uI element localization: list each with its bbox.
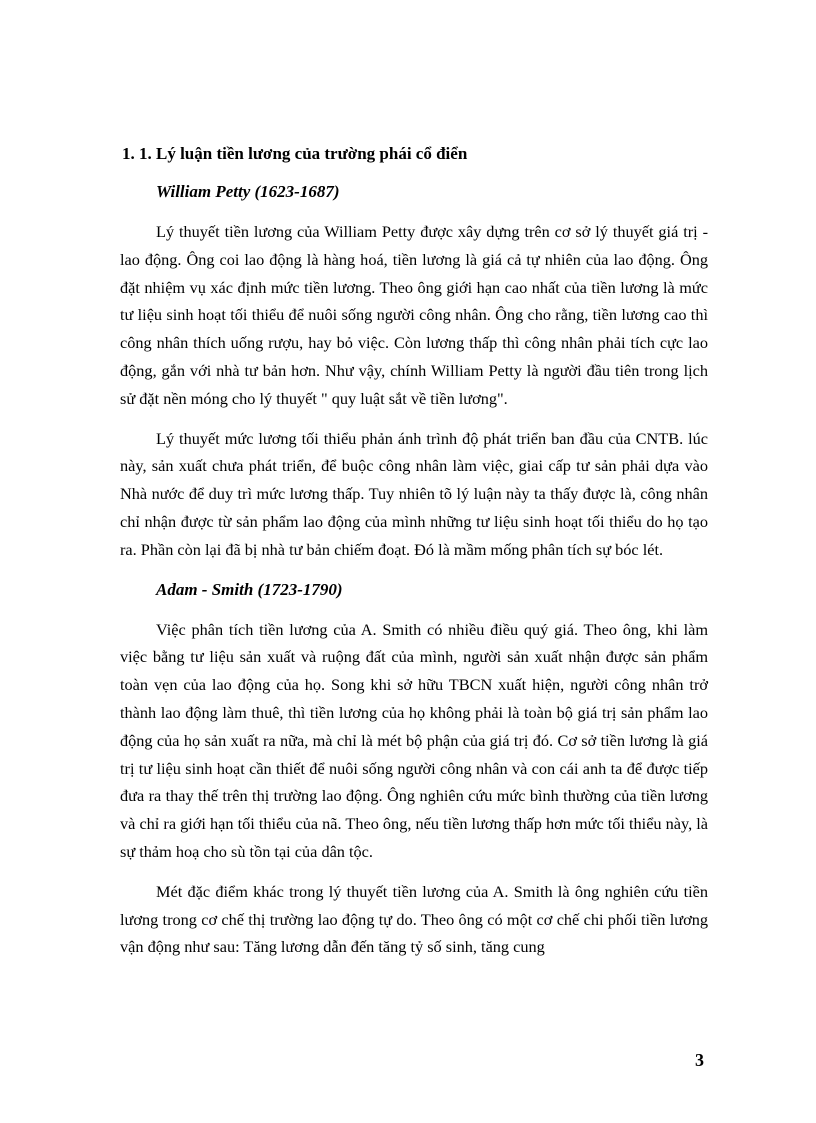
page-number: 3 (695, 1050, 704, 1070)
paragraph-petty-2: Lý thuyết mức lương tối thiểu phản ánh trình độ phát triển ban đầu của CNTB. lúc này, sản xuất chưa phát triển, để buộc công nhân làm việc, giai cấp tư sản phải dựa vào Nhà nước để duy trì mức lương thấp. Tuy nhiên tõ lý luận này ta thấy được là, công nhân chỉ nhận được từ sản phẩm lao động của mình những tư liệu sinh hoạt tối thiểu do họ tạo ra. Phần còn lại đã bị nhà tư bản chiếm đoạt. Đó là mầm mống phân tích sự bóc lét. (120, 428, 708, 559)
section-title: 1. 1. Lý luận tiền lương của trường phái cổ điển (122, 144, 468, 163)
subheading-adam-smith: Adam - Smith (1723-1790) (156, 579, 343, 599)
page-content (120, 140, 708, 973)
paragraph-smith-2: Mét đặc điểm khác trong lý thuyết tiền lương của A. Smith là ông nghiên cứu tiền lương trong cơ chế thị trường lao động tự do. Theo ông có một cơ chế chi phối tiền lương vận động như sau: Tăng lương dẫn đến tăng tỷ số sinh, tăng cung (120, 881, 708, 957)
subheading-william-petty: William Petty (1623-1687) (156, 182, 340, 201)
paragraph-petty-1: Lý thuyết tiền lương của William Petty được xây dựng trên cơ sở lý thuyết giá trị - lao động. Ông coi lao động là hàng hoá, tiền lương là giá cả tự nhiên của lao động. Ông đặt nhiệm vụ xác định mức tiền lương. Theo ông giới hạn cao nhất của tiền lương là mức tư liệu sinh hoạt tối thiểu để nuôi sống người công nhân. Ông cho rằng, tiền lương cao thì công nhân thích uống rượu, hay bỏ việc. Còn lương thấp thì công nhân phải tích cực lao động, gắn với nhà tư bản hơn. Như vậy, chính William Petty là người đầu tiên trong lịch sử đặt nền móng cho lý thuyết " quy luật sắt về tiền lương". (120, 222, 708, 408)
paragraph-smith-1: Việc phân tích tiền lương của A. Smith có nhiều điều quý giá. Theo ông, khi làm việc bằng tư liệu sản xuất và ruộng đất của mình, người sản xuất nhận được sản phẩm toàn vẹn của lao động của họ. Song khi sở hữu TBCN xuất hiện, người công nhân trở thành lao động làm thuê, thì tiền lương của họ không phải là toàn bộ giá trị sản phẩm lao động của họ sản xuất ra nữa, mà chỉ là mét bộ phận của giá trị đó. Cơ sở tiền lương là giá trị tư liệu sinh hoạt cần thiết để nuôi sống người công nhân và con cái anh ta để được tiếp đưa ra thay thế trên thị trường lao động. Ông nghiên cứu mức bình thường của tiền lương và chỉ ra giới hạn tối thiểu của nã. Theo ông, nếu tiền lương thấp hơn mức tối thiểu này, là sự thảm hoạ cho sù tồn tại của dân tộc. (120, 619, 708, 861)
